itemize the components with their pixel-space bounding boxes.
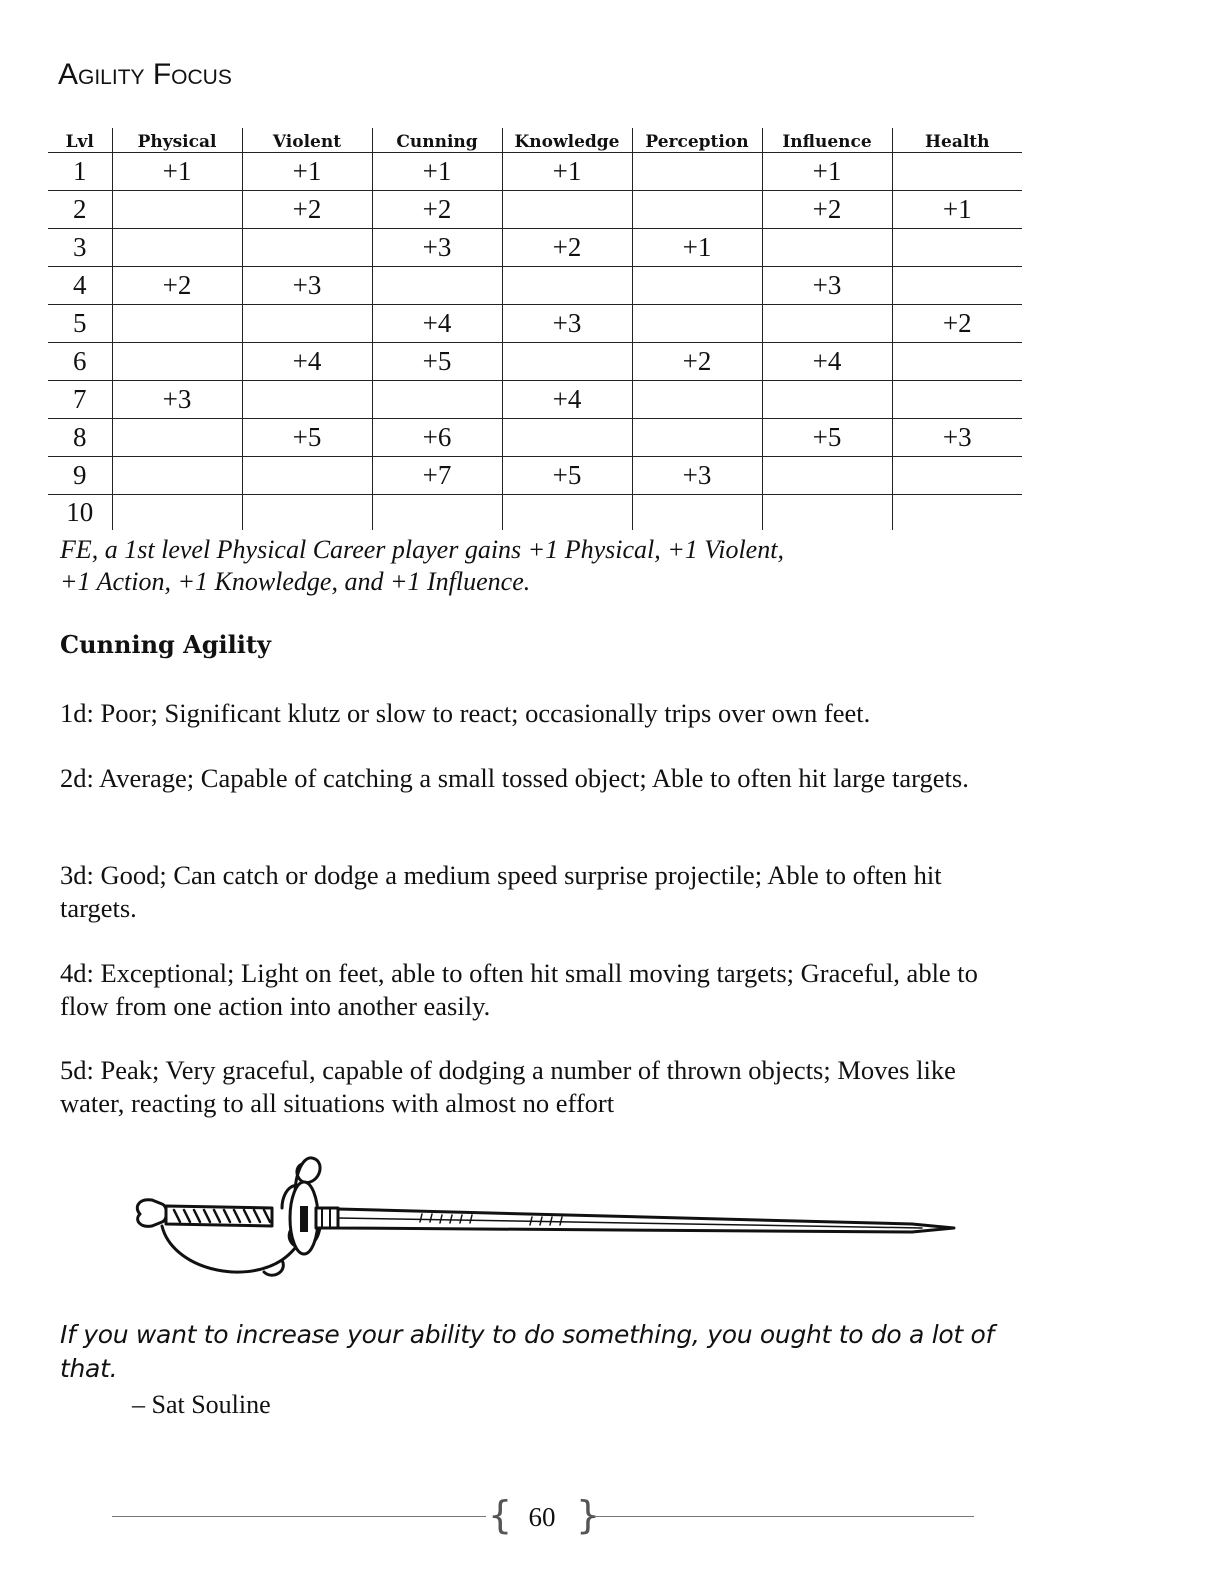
bonus-cell: +3: [372, 229, 502, 267]
description-5d: 5d: Peak; Very graceful, capable of dodging a number of thrown objects; Moves like water, reacting to all situations with almost no effort: [60, 1055, 956, 1118]
level-cell: 3: [48, 229, 112, 267]
bonus-cell: [372, 381, 502, 419]
column-header-cunning: Cunning: [372, 128, 502, 153]
column-header-influence: Influence: [762, 128, 892, 153]
bonus-cell: +2: [242, 191, 372, 229]
description-4d: 4d: Exceptional; Light on feet, able to often hit small moving targets; Graceful, able to flow from one action into another easily.: [60, 958, 978, 1021]
example-line: +1 Action, +1 Knowledge, and +1 Influence.: [60, 567, 531, 596]
level-cell: 9: [48, 457, 112, 495]
bonus-cell: +2: [892, 305, 1022, 343]
bonus-cell: +3: [892, 419, 1022, 457]
table-row: [48, 457, 1022, 495]
bonus-cell: [502, 495, 632, 531]
sword-illustration: [132, 1148, 962, 1298]
footer-rule-left: [112, 1516, 486, 1517]
level-cell: 8: [48, 419, 112, 457]
bonus-cell: +4: [762, 343, 892, 381]
table-row: [48, 305, 1022, 343]
bonus-cell: +2: [502, 229, 632, 267]
bonus-cell: [762, 305, 892, 343]
quote-text: If you want to increase your ability to do something, you ought to do a lot of that.: [60, 1320, 995, 1383]
bonus-cell: [632, 267, 762, 305]
page-title: Agility Focus: [58, 58, 232, 91]
bonus-cell: [242, 305, 372, 343]
bonus-cell: +5: [502, 457, 632, 495]
bonus-cell: +7: [372, 457, 502, 495]
bonus-cell: +3: [112, 381, 242, 419]
column-header-physical: Physical: [112, 128, 242, 153]
bonus-cell: +2: [762, 191, 892, 229]
quote-author: – Sat Souline: [132, 1390, 271, 1419]
bonus-cell: [632, 419, 762, 457]
bonus-cell: [112, 343, 242, 381]
bonus-cell: [112, 419, 242, 457]
bonus-cell: [632, 495, 762, 531]
agility-focus-table: [48, 128, 1022, 530]
bonus-cell: +1: [112, 153, 242, 191]
level-cell: 6: [48, 343, 112, 381]
table-row: [48, 153, 1022, 191]
example-line: FE, a 1st level Physical Career player gains +1 Physical, +1 Violent,: [60, 535, 784, 564]
bonus-cell: [892, 495, 1022, 531]
bonus-cell: +1: [892, 191, 1022, 229]
level-cell: 4: [48, 267, 112, 305]
section-heading: Cunning Agility: [60, 630, 271, 659]
bonus-cell: [112, 495, 242, 531]
bonus-cell: +3: [632, 457, 762, 495]
table-header-row: [48, 128, 1022, 153]
bonus-cell: +2: [372, 191, 502, 229]
bonus-cell: +4: [372, 305, 502, 343]
level-cell: 10: [66, 497, 94, 527]
level-cell: 2: [48, 191, 112, 229]
bonus-cell: +3: [502, 305, 632, 343]
table-row: [48, 229, 1022, 267]
column-header-health: Health: [892, 128, 1022, 153]
bonus-cell: +1: [632, 229, 762, 267]
bonus-cell: [892, 229, 1022, 267]
bonus-cell: [632, 191, 762, 229]
bonus-cell: +1: [762, 153, 892, 191]
bonus-cell: +4: [502, 381, 632, 419]
table-row: [48, 343, 1022, 381]
bonus-cell: [242, 381, 372, 419]
bonus-cell: [502, 343, 632, 381]
table-row: [48, 495, 1022, 531]
bonus-cell: [112, 457, 242, 495]
bonus-cell: [372, 267, 502, 305]
table-row: [48, 267, 1022, 305]
description-2d: 2d: Average; Capable of catching a small tossed object; Able to often hit large targets.: [60, 763, 969, 793]
page-number: 60: [528, 1502, 556, 1532]
bonus-cell: [892, 381, 1022, 419]
table-row: [48, 381, 1022, 419]
bonus-cell: +1: [372, 153, 502, 191]
bonus-cell: [242, 495, 372, 531]
example-text: [60, 534, 960, 598]
column-header-perception: Perception: [632, 128, 762, 153]
bonus-cell: +5: [762, 419, 892, 457]
column-header-lvl: Lvl: [48, 128, 112, 153]
level-cell: 1: [48, 153, 112, 191]
column-header-knowledge: Knowledge: [502, 128, 632, 153]
bonus-cell: +3: [762, 267, 892, 305]
bonus-cell: [892, 457, 1022, 495]
bonus-cell: [892, 343, 1022, 381]
bonus-cell: [762, 457, 892, 495]
bonus-cell: [762, 229, 892, 267]
bonus-cell: [892, 267, 1022, 305]
bonus-cell: [762, 495, 892, 531]
bonus-cell: [372, 495, 502, 531]
table-row: [48, 191, 1022, 229]
footer-bracket-left: {: [488, 1493, 513, 1537]
bonus-cell: [502, 419, 632, 457]
bonus-cell: [632, 381, 762, 419]
bonus-cell: [242, 457, 372, 495]
bonus-cell: +1: [502, 153, 632, 191]
bonus-cell: [112, 305, 242, 343]
bonus-cell: [632, 305, 762, 343]
level-cell: 5: [48, 305, 112, 343]
description-1d: 1d: Poor; Significant klutz or slow to react; occasionally trips over own feet.: [60, 698, 871, 728]
bonus-cell: +2: [632, 343, 762, 381]
bonus-cell: [112, 229, 242, 267]
level-cell: 7: [48, 381, 112, 419]
column-header-violent: Violent: [242, 128, 372, 153]
table-row: [48, 419, 1022, 457]
bonus-cell: [112, 191, 242, 229]
bonus-cell: +5: [372, 343, 502, 381]
bonus-cell: [502, 191, 632, 229]
bonus-cell: +6: [372, 419, 502, 457]
bonus-cell: [762, 381, 892, 419]
bonus-cell: +5: [242, 419, 372, 457]
bonus-cell: [502, 267, 632, 305]
table-body: [48, 153, 1022, 531]
footer-bracket-right: }: [576, 1493, 601, 1537]
footer-rule-right: [594, 1516, 974, 1517]
description-3d: 3d: Good; Can catch or dodge a medium speed surprise projectile; Able to often hit targets.: [60, 860, 942, 923]
bonus-cell: +3: [242, 267, 372, 305]
bonus-cell: [892, 153, 1022, 191]
bonus-cell: +1: [242, 153, 372, 191]
bonus-cell: +4: [242, 343, 372, 381]
bonus-cell: [242, 229, 372, 267]
bonus-cell: +2: [112, 267, 242, 305]
bonus-cell: [632, 153, 762, 191]
